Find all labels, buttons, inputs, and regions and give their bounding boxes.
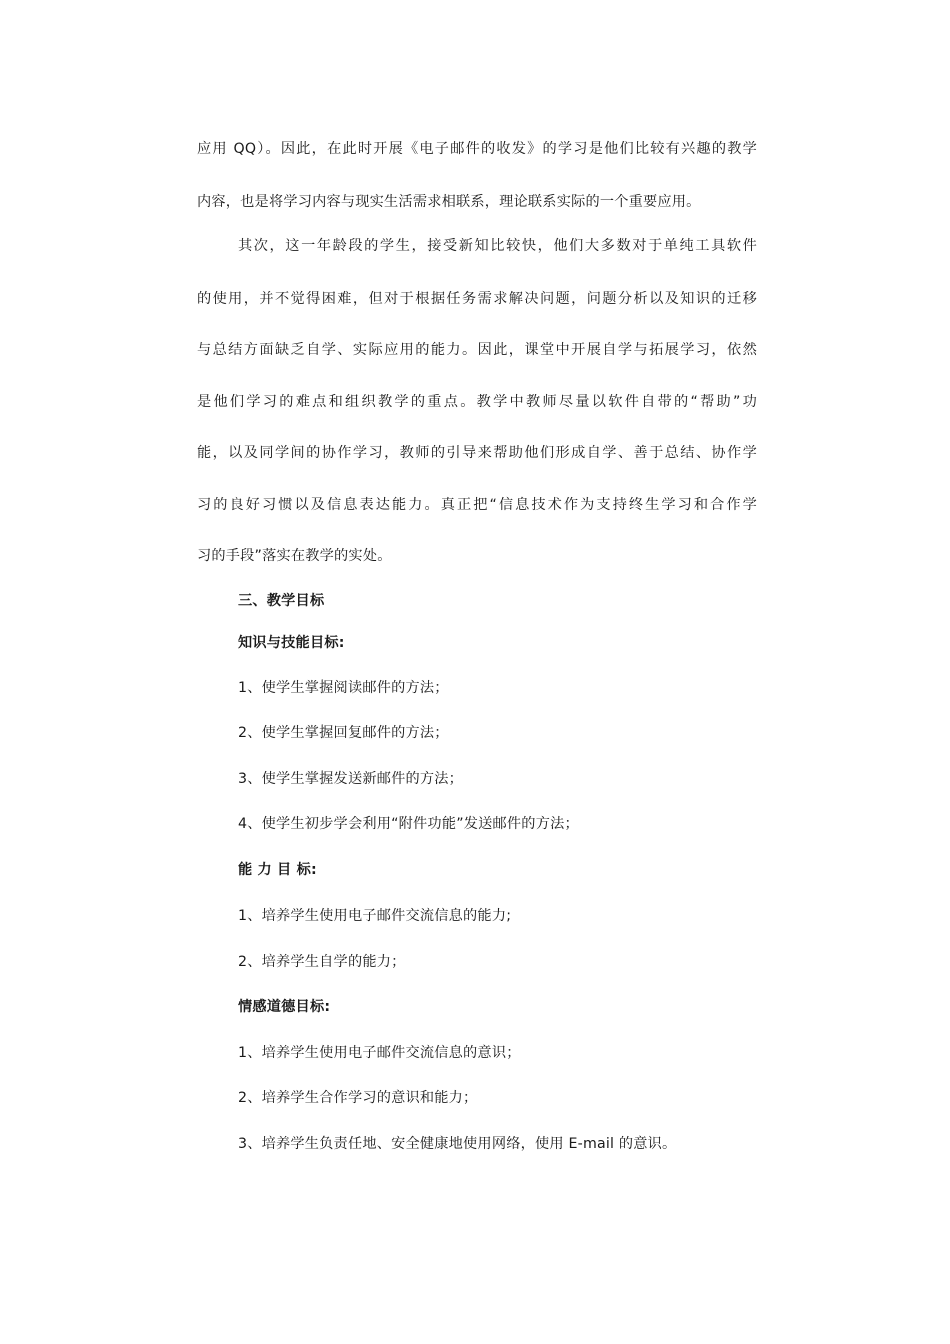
list-item: 4、使学生初步学会利用“附件功能”发送邮件的方法；	[238, 816, 579, 832]
paragraph-line: 的使用，并不觉得困难，但对于根据任务需求解决问题，问题分析以及知识的迁移	[197, 291, 757, 307]
list-item: 1、培养学生使用电子邮件交流信息的意识；	[238, 1045, 521, 1061]
list-item: 2、培养学生自学的能力；	[238, 954, 406, 970]
list-item: 3、使学生掌握发送新邮件的方法；	[238, 771, 464, 787]
paragraph-line: 内容，也是将学习内容与现实生活需求相联系，理论联系实际的一个重要应用。	[197, 194, 701, 210]
list-item: 3、培养学生负责任地、安全健康地使用网络，使用 E-mail 的意识。	[238, 1136, 677, 1152]
list-item: 1、培养学生使用电子邮件交流信息的能力;	[238, 908, 512, 924]
knowledge-heading: 知识与技能目标:	[238, 635, 345, 651]
paragraph-line: 其次，这一年龄段的学生，接受新知比较快，他们大多数对于单纯工具软件	[238, 238, 757, 254]
section-title: 三、教学目标	[238, 593, 325, 609]
paragraph-line: 习的手段”落实在教学的实处。	[197, 548, 392, 564]
paragraph-line: 是他们学习的难点和组织教学的重点。教学中教师尽量以软件自带的“帮助”功	[197, 394, 757, 410]
list-item: 2、培养学生合作学习的意识和能力；	[238, 1090, 478, 1106]
paragraph-line: 能，以及同学间的协作学习，教师的引导来帮助他们形成自学、善于总结、协作学	[197, 445, 757, 461]
emotion-heading: 情感道德目标:	[238, 999, 331, 1015]
paragraph-line: 习的良好习惯以及信息表达能力。真正把“信息技术作为支持终生学习和合作学	[197, 497, 757, 513]
paragraph-line: 与总结方面缺乏自学、实际应用的能力。因此，课堂中开展自学与拓展学习，依然	[197, 342, 757, 358]
paragraph-line: 应用 QQ）。因此，在此时开展《电子邮件的收发》的学习是他们比较有兴趣的教学	[197, 141, 757, 157]
ability-heading: 能 力 目 标:	[238, 862, 317, 878]
list-item: 1、使学生掌握阅读邮件的方法；	[238, 680, 449, 696]
list-item: 2、使学生掌握回复邮件的方法；	[238, 725, 449, 741]
